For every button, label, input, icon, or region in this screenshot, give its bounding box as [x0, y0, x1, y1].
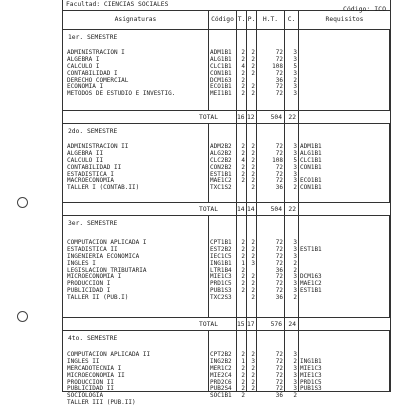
course-requirement: PUB1S3 [300, 385, 322, 393]
course-p: 2 [251, 378, 255, 386]
semester-column [247, 331, 257, 391]
semester-total-row [63, 203, 390, 216]
course-p: 3 [251, 357, 255, 365]
course-requirement: EST1B1 [300, 245, 322, 253]
course-name: MERCADOTECNIA I [67, 364, 122, 372]
semester-column [247, 216, 257, 317]
curriculum-table [62, 0, 391, 407]
course-requirement [300, 393, 389, 400]
total-requirements-empty [299, 318, 390, 330]
course-c: 3 [293, 55, 297, 63]
semester-column [209, 331, 237, 400]
total-c: 24 [285, 318, 299, 330]
course-c: 3 [293, 371, 297, 379]
course-t: 2 [241, 55, 245, 63]
course-t: 2 [241, 163, 245, 171]
course-code: CLC1B1 [210, 62, 232, 70]
course-requirement: MAE1C2 [300, 280, 322, 288]
total-p: 17 [247, 318, 257, 330]
table-header [63, 11, 390, 30]
course-t: 2 [241, 69, 245, 77]
semester-column [63, 216, 209, 317]
course-ht: 72 [275, 385, 283, 393]
course-code: CON1B1 [210, 69, 232, 77]
course-c: 5 [293, 156, 297, 164]
course-ht: 72 [275, 69, 283, 77]
course-name: DERECHO COMERCIAL [67, 76, 129, 84]
course-c: 3 [293, 143, 297, 150]
course-t: 4 [241, 156, 245, 164]
course-p [247, 393, 255, 400]
course-t: 2 [241, 280, 245, 288]
course-code: MEI1B1 [210, 90, 232, 98]
course-c: 2 [293, 294, 297, 302]
course-p: 2 [251, 273, 255, 281]
course-c: 3 [293, 170, 297, 178]
semester-column [285, 331, 299, 400]
course-name: MICROECONOMIA I [67, 273, 122, 281]
course-code: ADM2B2 [210, 143, 232, 150]
course-ht: 36 [275, 392, 283, 400]
semester-block [63, 216, 390, 318]
semester-column [237, 216, 247, 317]
header-code: Código [209, 11, 237, 29]
course-name: CALCULO I [67, 62, 100, 70]
course-name: ESTADISTICA I [67, 170, 114, 178]
course-c: 2 [293, 392, 297, 400]
course-c [285, 400, 297, 407]
total-c: 22 [285, 203, 299, 215]
course-t: 2 [241, 83, 245, 91]
course-ht: 36 [275, 76, 283, 84]
punch-hole-bottom [17, 311, 28, 322]
course-p: 2 [251, 351, 255, 358]
course-requirement [300, 295, 389, 302]
course-p: 2 [251, 371, 255, 379]
semester-title: 3er. SEMESTRE [68, 220, 118, 227]
course-p: 2 [251, 280, 255, 288]
course-ht: 72 [275, 378, 283, 386]
course-c: 3 [293, 90, 297, 98]
punch-hole-top [17, 197, 28, 208]
course-t: 2 [241, 49, 245, 56]
course-requirement: EST1B1 [300, 287, 322, 295]
course-ht: 72 [275, 90, 283, 98]
total-t: 16 [237, 111, 247, 123]
semester-total-row [63, 318, 390, 331]
semester-blocks [63, 30, 390, 407]
total-ht: 576 [257, 318, 285, 330]
course-name: PUBLICIDAD II [67, 385, 114, 393]
course-p: 2 [251, 252, 255, 260]
course-name: LEGISLACION TRIBUTARIA [67, 266, 147, 274]
course-requirement: CLC1B1 [300, 156, 322, 164]
course-ht: 72 [275, 83, 283, 91]
course-code: ECO1B1 [210, 83, 232, 91]
semester-title: 4to. SEMESTRE [68, 335, 118, 342]
course-t: 2 [241, 76, 245, 84]
total-c: 22 [285, 111, 299, 123]
course-name: MACROECONOMIA [67, 177, 114, 185]
course-requirement: PRD1C5 [300, 378, 322, 386]
course-t: 2 [241, 273, 245, 281]
course-name: COMPUTACION APLICADA I [67, 239, 147, 246]
course-t: 2 [241, 239, 245, 246]
course-c: 3 [293, 69, 297, 77]
course-name: CONTABILIDAD I [67, 69, 118, 77]
course-ht: 72 [275, 280, 283, 288]
course-requirement: ING1B1 [300, 357, 322, 365]
course-code: PRD1C5 [210, 280, 232, 288]
course-ht: 36 [275, 266, 283, 274]
faculty-row [63, 0, 390, 11]
code-label: Código: ICO [342, 5, 386, 13]
course-code: DCM163 [210, 76, 232, 84]
course-p: 2 [251, 163, 255, 171]
semester-column [247, 124, 257, 202]
course-ht: 36 [275, 184, 283, 192]
course-p: 2 [251, 49, 255, 56]
course-ht: 36 [275, 294, 283, 302]
course-ht: 72 [275, 55, 283, 63]
course-p [247, 400, 255, 407]
semester-column [257, 124, 285, 202]
course-p: 2 [251, 69, 255, 77]
course-t: 2 [241, 266, 245, 274]
course-p: 2 [251, 239, 255, 246]
semester-column [63, 30, 209, 110]
total-t: 14 [237, 203, 247, 215]
course-code: ING1B1 [210, 259, 232, 267]
course-p: 2 [251, 385, 255, 393]
course-p: 2 [251, 90, 255, 98]
course-requirement: CON1B1 [300, 163, 322, 171]
semester-title: 1er. SEMESTRE [68, 34, 118, 41]
course-p: 2 [251, 245, 255, 253]
course-p: 2 [251, 184, 255, 192]
course-t: 2 [241, 351, 245, 358]
semester-column [209, 30, 237, 110]
course-c: 3 [293, 385, 297, 393]
course-requirement [300, 71, 389, 78]
course-ht: 72 [275, 177, 283, 185]
header-ht: H.T. [257, 11, 285, 29]
course-t: 2 [241, 371, 245, 379]
course-requirement [300, 84, 389, 91]
course-requirement [300, 78, 389, 85]
course-c: 3 [293, 177, 297, 185]
course-code: TXC2S3 [210, 294, 232, 302]
course-ht: 72 [275, 371, 283, 379]
semester-column [257, 331, 285, 400]
semester-block [63, 331, 390, 407]
course-t [237, 295, 245, 302]
course-t: 2 [241, 245, 245, 253]
course-ht: 72 [275, 357, 283, 365]
course-c: 2 [293, 266, 297, 274]
course-name: COMPUTACION APLICADA II [67, 351, 151, 358]
course-requirement: MIE1C3 [300, 364, 322, 372]
course-t: 2 [241, 149, 245, 157]
semester-column [237, 331, 247, 400]
course-t: 2 [241, 364, 245, 372]
semester-column [237, 124, 247, 202]
course-requirement [300, 64, 389, 71]
header-p: P. [247, 11, 257, 29]
course-ht: 72 [275, 149, 283, 157]
course-requirement: CON1B1 [300, 184, 322, 192]
semester-column [209, 124, 237, 202]
course-code: PRD2C6 [210, 378, 232, 386]
course-code: PUB1S3 [210, 287, 232, 295]
course-p: 2 [251, 83, 255, 91]
course-requirement [300, 50, 389, 57]
course-ht: 72 [275, 351, 283, 358]
course-t: 2 [241, 252, 245, 260]
total-requirements-empty [299, 111, 390, 123]
total-requirements-empty [299, 203, 390, 215]
semester-column [299, 124, 390, 202]
course-code: EST1B1 [210, 170, 232, 178]
course-c: 3 [293, 245, 297, 253]
course-t: 2 [241, 385, 245, 393]
course-c: 3 [293, 351, 297, 358]
course-name: ALGEBRA I [67, 55, 100, 63]
course-ht: 108 [272, 62, 283, 70]
course-name: PUBLICIDAD I [67, 287, 111, 295]
semester-column [257, 216, 285, 317]
course-name: PRODUCCION I [67, 280, 111, 288]
course-requirement: DCM163 [300, 273, 322, 281]
semester-column [63, 124, 209, 202]
course-t: 2 [241, 177, 245, 185]
course-c: 3 [293, 163, 297, 171]
course-code: ING2B2 [210, 357, 232, 365]
course-name: ECONOMIA I [67, 83, 104, 91]
course-c: 3 [293, 364, 297, 372]
course-code: MIE1C3 [210, 273, 232, 281]
course-t: 2 [241, 170, 245, 178]
course-t: 1 [241, 357, 245, 365]
semester-column [209, 216, 237, 317]
course-name: ALGEBRA II [67, 149, 104, 157]
course-c: 3 [293, 252, 297, 260]
course-name: PRODUCCION II [67, 378, 114, 386]
course-name: INGLES II [67, 357, 100, 365]
course-requirement [300, 400, 389, 407]
course-c: 3 [293, 149, 297, 157]
course-t: 2 [241, 143, 245, 150]
course-requirement [300, 254, 389, 261]
course-t [237, 185, 245, 192]
course-c: 3 [293, 287, 297, 295]
course-name: ADMINISTRACION II [67, 143, 129, 150]
course-requirement: ALG1B1 [300, 149, 322, 157]
course-requirement: MIE1C3 [300, 371, 322, 379]
semester-column [285, 124, 299, 202]
course-c: 3 [293, 280, 297, 288]
course-ht: 72 [275, 287, 283, 295]
course-name: ESTADISTICA II [67, 245, 118, 253]
course-code: MER1C2 [210, 364, 232, 372]
course-ht [257, 400, 283, 407]
course-requirement [300, 57, 389, 64]
semester-column [237, 30, 247, 110]
course-p: 2 [251, 62, 255, 70]
semester-column [247, 30, 257, 110]
course-c: 3 [293, 239, 297, 246]
total-t: 15 [237, 318, 247, 330]
course-t: 2 [241, 287, 245, 295]
course-name: CONTABILIDAD II [67, 163, 122, 171]
course-p: 3 [251, 259, 255, 267]
course-requirement: ECO1B1 [300, 177, 322, 185]
course-t: 4 [241, 62, 245, 70]
total-ht: 504 [257, 203, 285, 215]
course-code: ALG2B2 [210, 149, 232, 157]
course-name: INGENIERIA ECONOMICA [67, 252, 140, 260]
course-code: LTR1B4 [210, 266, 232, 274]
semester-block [63, 30, 390, 111]
total-p: 14 [247, 203, 257, 215]
course-p: 2 [251, 170, 255, 178]
course-code: ADM1B1 [210, 49, 232, 56]
course-p: 2 [251, 294, 255, 302]
course-ht: 72 [275, 170, 283, 178]
course-code: CON2B2 [210, 163, 232, 171]
course-c: 2 [293, 76, 297, 84]
course-p: 2 [251, 149, 255, 157]
course-code: PUB2S4 [210, 385, 232, 393]
course-code: CPT2B2 [210, 351, 232, 358]
semester-column [299, 331, 390, 391]
course-p: 2 [251, 55, 255, 63]
course-code [210, 400, 236, 407]
course-c: 2 [293, 259, 297, 267]
course-code: EST2B2 [210, 245, 232, 253]
course-ht: 72 [275, 49, 283, 56]
semester-title: 2do. SEMESTRE [68, 128, 118, 135]
course-code: CPT1B1 [210, 239, 232, 246]
course-name: TALLER II (PUB.I) [67, 294, 129, 302]
course-name: METODOS DE ESTUDIO E INVESTIG. [67, 90, 176, 98]
total-ht: 504 [257, 111, 285, 123]
course-ht: 72 [275, 364, 283, 372]
course-ht: 72 [275, 273, 283, 281]
course-t [237, 400, 245, 407]
course-c: 3 [293, 378, 297, 386]
header-subjects: Asignaturas [63, 11, 209, 29]
semester-column [285, 30, 299, 110]
course-p: 2 [251, 177, 255, 185]
course-ht: 72 [275, 163, 283, 171]
course-name: CALCULO II [67, 156, 104, 164]
course-code: MIE2C4 [210, 371, 232, 379]
course-ht: 108 [272, 156, 283, 164]
semester-column [299, 216, 390, 317]
course-code: TXC1S2 [210, 184, 232, 192]
course-t: 2 [241, 392, 245, 400]
header-requirements: Requisitos [325, 16, 364, 23]
semester-column [299, 30, 390, 110]
course-ht: 72 [275, 245, 283, 253]
course-name: MICROECONOMIA II [67, 371, 125, 379]
semester-column [257, 30, 285, 110]
course-ht: 72 [275, 143, 283, 150]
course-ht: 72 [275, 239, 283, 246]
total-label: TOTAL [63, 111, 237, 123]
course-code: MAE1C2 [210, 177, 232, 185]
course-name: INGLES I [67, 259, 96, 267]
course-name: TALLER I (CONTAB.II) [67, 184, 140, 192]
header-t: T. [237, 11, 247, 29]
course-c: 5 [293, 62, 297, 70]
total-label: TOTAL [63, 318, 237, 330]
course-p: 2 [251, 143, 255, 150]
total-label: TOTAL [63, 203, 237, 215]
course-requirement [300, 261, 389, 268]
course-p: 2 [251, 156, 255, 164]
course-code: SOC1B1 [210, 392, 232, 400]
course-name: ADMINISTRACION I [67, 49, 125, 56]
course-p: 2 [251, 287, 255, 295]
course-ht: 72 [275, 252, 283, 260]
course-c: 2 [293, 357, 297, 365]
course-t: 2 [241, 90, 245, 98]
course-c: 2 [293, 184, 297, 192]
header-c: C. [285, 11, 299, 29]
course-ht: 72 [275, 259, 283, 267]
course-t: 1 [241, 259, 245, 267]
course-c: 3 [293, 83, 297, 91]
course-t: 2 [241, 378, 245, 386]
semester-total-row [63, 111, 390, 124]
course-name: SOCIOLOGIA [67, 392, 104, 400]
course-requirement [300, 91, 389, 98]
course-code: IEC1C5 [210, 252, 232, 260]
course-c: 3 [293, 49, 297, 56]
faculty-label: Facultad: CIENCIAS SOCIALES [66, 1, 169, 8]
semester-block [63, 124, 390, 203]
course-requirement: ADM1B1 [300, 143, 322, 150]
course-p: 2 [251, 364, 255, 372]
total-p: 12 [247, 111, 257, 123]
course-c: 3 [293, 273, 297, 281]
course-name: TALLER III (PUB.II) [67, 399, 136, 407]
course-code: CLC2B2 [210, 156, 232, 164]
semester-column [285, 216, 299, 317]
course-code: ALG1B1 [210, 55, 232, 63]
